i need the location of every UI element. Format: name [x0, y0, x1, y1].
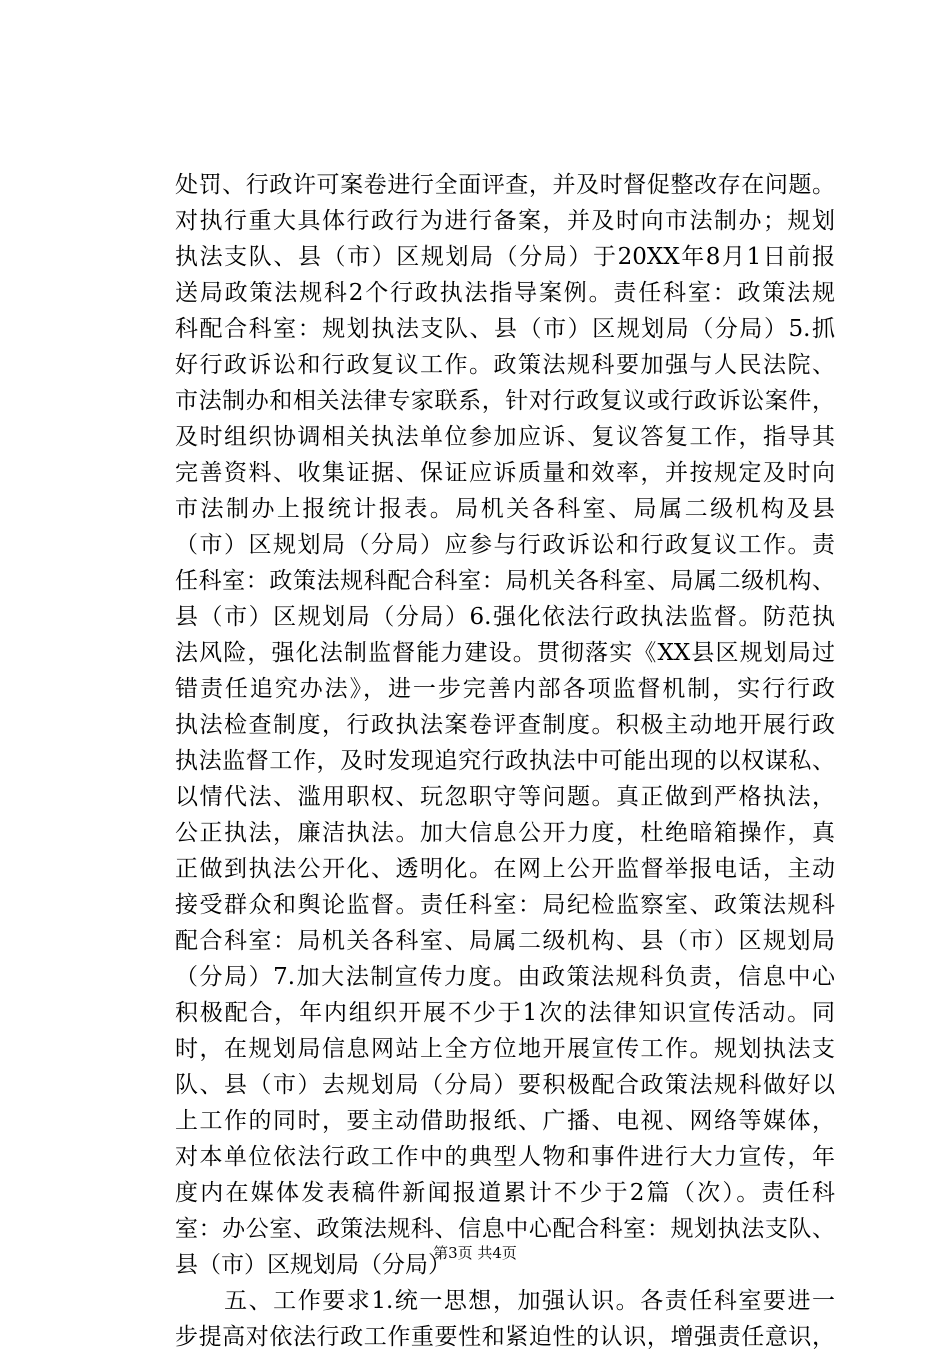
- text-line: 步提高对依法行政工作重要性和紧迫性的认识，增强责任意识，: [175, 1324, 835, 1350]
- text-line: 法风险，强化法制监督能力建设。贯彻落实《XX县区规划局过: [175, 640, 835, 666]
- text-line: 队、县（市）去规划局（分局）要积极配合政策法规科做好以: [175, 1072, 835, 1098]
- text-line: 县（市）区规划局（分局）: [175, 1252, 451, 1278]
- text-line: （市）区规划局（分局）应参与行政诉讼和行政复议工作。责: [175, 532, 835, 558]
- text-line: 及时组织协调相关执法单位参加应诉、复议答复工作，指导其: [175, 424, 835, 450]
- text-line: 市法制办上报统计报表。局机关各科室、局属二级机构及县: [175, 496, 835, 522]
- text-line: 公正执法，廉洁执法。加大信息公开力度，杜绝暗箱操作，真: [175, 820, 835, 846]
- text-line: 对本单位依法行政工作中的典型人物和事件进行大力宣传，年: [175, 1144, 835, 1170]
- text-line: 送局政策法规科2个行政执法指导案例。责任科室：政策法规: [175, 280, 835, 306]
- text-line: 五、工作要求1.统一思想，加强认识。各责任科室要进一: [175, 1288, 835, 1314]
- text-line: 室：办公室、政策法规科、信息中心配合科室：规划执法支队、: [175, 1216, 835, 1242]
- text-line: 配合科室：局机关各科室、局属二级机构、县（市）区规划局: [175, 928, 835, 954]
- text-line: 好行政诉讼和行政复议工作。政策法规科要加强与人民法院、: [175, 352, 835, 378]
- text-line: 正做到执法公开化、透明化。在网上公开监督举报电话，主动: [175, 856, 835, 882]
- text-line: 任科室：政策法规科配合科室：局机关各科室、局属二级机构、: [175, 568, 835, 594]
- text-line: 科配合科室：规划执法支队、县（市）区规划局（分局）5.抓: [175, 316, 835, 342]
- page-footer: [0, 1243, 950, 1263]
- text-line: 对执行重大具体行政行为进行备案，并及时向市法制办；规划: [175, 208, 835, 234]
- text-line: （分局）7.加大法制宣传力度。由政策法规科负责，信息中心: [175, 964, 835, 990]
- text-line: 完善资料、收集证据、保证应诉质量和效率，并按规定及时向: [175, 460, 835, 486]
- text-line: 积极配合，年内组织开展不少于1次的法律知识宣传活动。同: [175, 1000, 835, 1026]
- text-line: 度内在媒体发表稿件新闻报道累计不少于2篇（次）。责任科: [175, 1180, 835, 1206]
- text-line: 以情代法、滥用职权、玩忽职守等问题。真正做到严格执法，: [175, 784, 835, 810]
- text-line: 错责任追究办法》，进一步完善内部各项监督机制，实行行政: [175, 676, 835, 702]
- text-line: 时，在规划局信息网站上全方位地开展宣传工作。规划执法支: [175, 1036, 835, 1062]
- page-number-indicator: 第3页 共4页: [433, 1244, 517, 1262]
- text-line: 处罚、行政许可案卷进行全面评查，并及时督促整改存在问题。: [175, 172, 835, 198]
- text-line: 接受群众和舆论监督。责任科室：局纪检监察室、政策法规科: [175, 892, 835, 918]
- text-line: 执法检查制度，行政执法案卷评查制度。积极主动地开展行政: [175, 712, 835, 738]
- text-line: 市法制办和相关法律专家联系，针对行政复议或行政诉讼案件，: [175, 388, 835, 414]
- document-body: [175, 167, 835, 1355]
- text-line: 上工作的同时，要主动借助报纸、广播、电视、网络等媒体，: [175, 1108, 835, 1134]
- text-line: 执法支队、县（市）区规划局（分局）于20XX年8月1日前报: [175, 244, 835, 270]
- text-line: 县（市）区规划局（分局）6.强化依法行政执法监督。防范执: [175, 604, 835, 630]
- text-line: 执法监督工作，及时发现追究行政执法中可能出现的以权谋私、: [175, 748, 835, 774]
